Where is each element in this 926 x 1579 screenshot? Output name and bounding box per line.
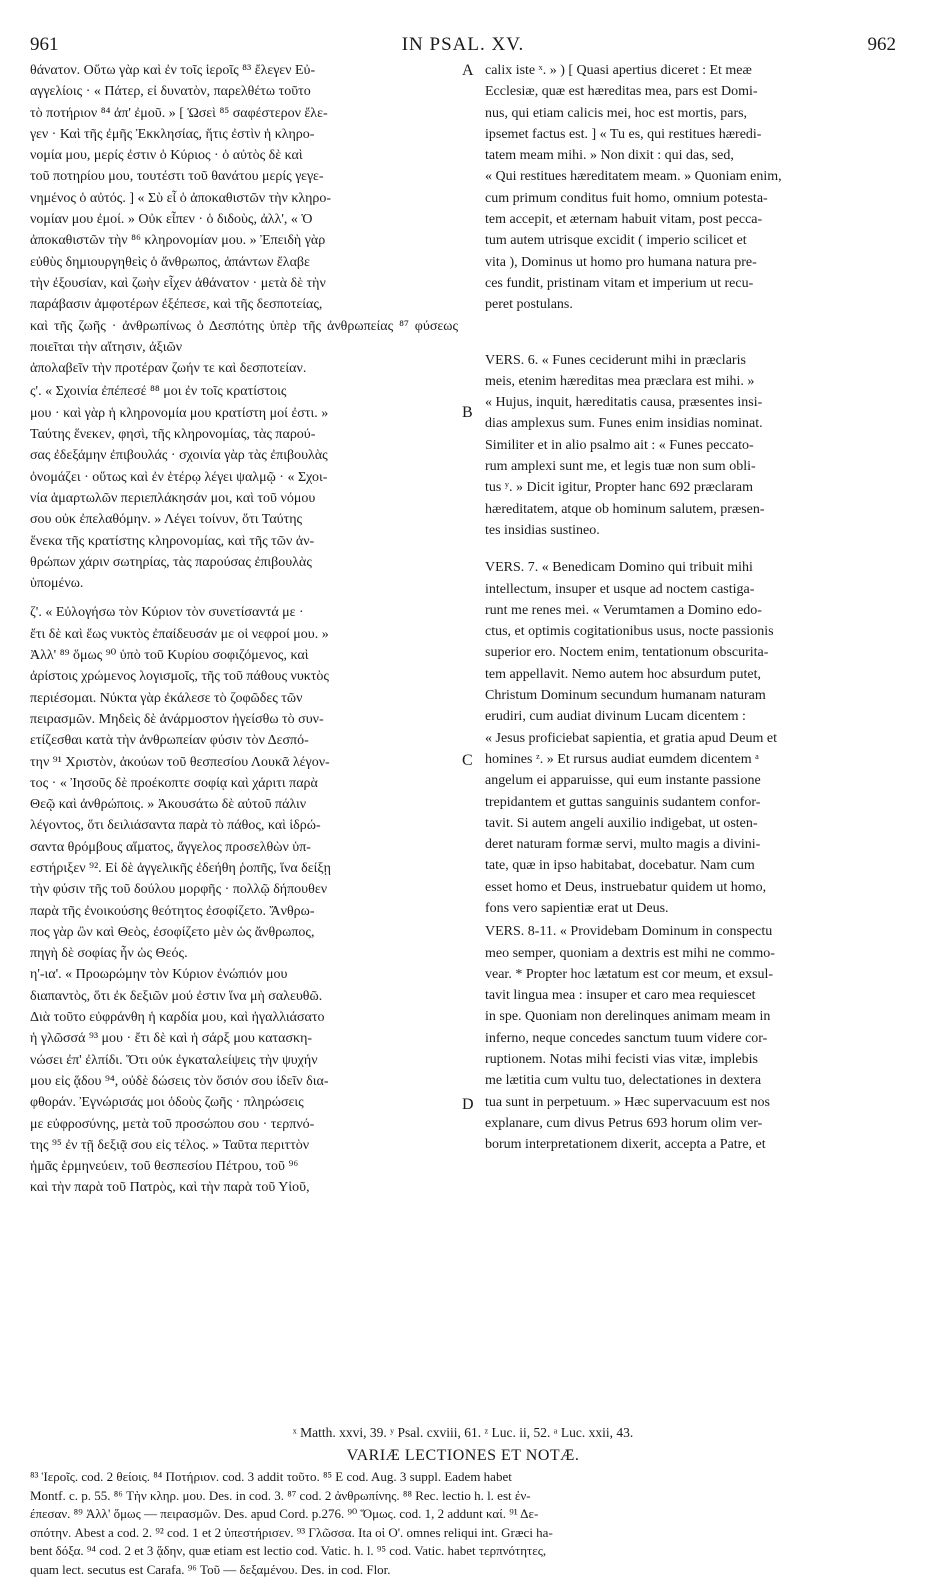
greek-paragraph-1: θάνατον. Οὕτω γὰρ καὶ ἐν τοῖς ἱεροῖς ⁸³ ἔλεγεν Εὐ- αγγελίοις · « Πάτερ, εἰ δυνατὸν, παρελθέτω τοῦτο τὸ ποτήριον ⁸⁴ ἀπ' ἐμοῦ. » [ Ὡσεὶ ⁸⁵ σαφέστερον ἔλε- γεν · Καὶ τῆς ἐμῆς Ἐκκλησίας, ἥτις ἐστὶν ἡ κληρο- νομία μου, μερίς ἐστιν ὁ Κύριος · ὁ αὐτὸς δὲ καὶ τοῦ ποτηρίου μου, τουτέστι τοῦ θανάτου μερίς γεγε- νημένος ὁ αὐτός. ] « Σὺ εἶ ὁ ἀποκαθιστῶν τὴν κληρο- νομίαν μου ἐμοί. » Οὐκ εἶπεν · ὁ διδοὺς, ἀλλ', « Ὁ ἀποκαθιστῶν τὴν ⁸⁶ κληρονομίαν μου. » Ἐπειδὴ γὰρ εὐθὺς δημιουργηθεὶς ὁ ἄνθρωπος, ἁπάντων ἔλαβε τὴν ἐξουσίαν, καὶ ζωὴν εἶχεν ἀθάνατον · μετὰ δὲ τὴν παράβασιν ἀμφοτέρων ἐξέπεσε, καὶ τῆς δεσποτείας, καὶ τῆς ζωῆς · ἀνθρωπίνως ὁ Δεσπότης ὑπὲρ τῆς ἀνθρωπείας ⁸⁷ φύσεως ποιεῖται τὴν αἴτησιν, ἀξιῶν ἀπολαβεῖν τὴν προτέραν ζωήν τε καὶ δεσποτείαν. <box>30 63 458 377</box>
margin-letter-a: A <box>462 62 474 79</box>
margin-letter-c: C <box>462 752 473 769</box>
scripture-references: ˣ Matth. xxvi, 39. ʸ Psal. cxviii, 61. ᶻ Luc. ii, 52. ᵃ Luc. xxii, 43. <box>292 1425 634 1440</box>
page-number-left: 961 <box>30 34 59 55</box>
variae-lectiones-title: VARIÆ LECTIONES ET NOTÆ. <box>346 1447 580 1464</box>
latin-paragraph-4: VERS. 8-11. « Providebam Dominum in conspectu meo semper, quoniam a dextris est mihi ne commo- vear. * Propter hoc lætatum est cor meum, et exsul- tavit lingua mea : insuper et caro mea requiescet in spe. Quoniam non derelinques animam meam in inferno, neque concedes sanctum tuum videre cor- ruptionem. Notas mihi fecisti vias vitæ, implebis me lætitia cum vultu tuo, delectationes in dextera tua sunt in perpetuum. » Hæc supervacuum est nos explanare, cum divus Petrus 693 horum olim ver- borum interpretationem dixerit, accepta a Patre, et <box>485 924 775 1153</box>
greek-paragraph-3: ζ'. « Εὐλογήσω τὸν Κύριον τὸν συνετίσαντά με · ἔτι δὲ καὶ ἕως νυκτὸς ἐπαίδευσάν με οἱ νεφροί μου. » Ἀλλ' ⁸⁹ ὅμως ⁹⁰ ὑπὸ τοῦ Κυρίου σοφιζόμενος, καὶ ἀρίστοις χρώμενος λογισμοῖς, τῆς τοῦ πάθους νυκτὸς περιέσομαι. Νύκτα γὰρ ἐκάλεσε τὸ ζοφῶδες τῶν πειρασμῶν. Μηδεὶς δὲ ἀνάρμοστον ἡγείσθω τὸ συν- ετίζεσθαι κατὰ τὴν ἀνθρωπείαν φύσιν τὸν Δεσπό- την ⁹¹ Χριστὸν, ἀκούων τοῦ θεσπεσίου Λουκᾶ λέγον- τος · « Ἰησοῦς δὲ προέκοπτε σοφίᾳ καὶ χάριτι παρὰ Θεῷ καὶ ἀνθρώποις. » Ἀκουσάτω δὲ αὐτοῦ πάλιν λέγοντος, ὅτι δειλιάσαντα παρὰ τὸ πάθος, καὶ ἱδρώ- σαντα θρόμβους αἵματος, ἄγγελος προσελθὼν ὑπ- εστήριξεν ⁹². Εἰ δὲ ἀγγελικῆς ἐδεήθη ῥοπῆς, ἵνα δείξῃ τὴν φύσιν τῆς τοῦ δούλου μορφῆς · πολλῷ δήπουθεν παρὰ τῆς ἐνοικούσης θεότητος ἐσοφίζετο. Ἄνθρω- πος γὰρ ὢν καὶ Θεὸς, ἐσοφίζετο μὲν ὡς ἄνθρωπος, πηγὴ δὲ σοφίας ἦν ὡς Θεός. <box>30 605 331 962</box>
latin-paragraph-2: VERS. 6. « Funes ceciderunt mihi in præclaris meis, etenim hæreditas mea præclara est mihi. » « Hujus, inquit, hæreditatis causa, præsentes insi- dias amplexus sum. Funes enim insidias nominat. Similiter et in alio psalmo ait : « Funes peccato- rum amplexi sunt me, et legis tuæ non sum obli- tus ʸ. » Dicit igitur, Propter hanc 692 præclaram hæreditatem, atque ob hominum salutem, præsen- tes insidias sustineo. <box>485 352 765 538</box>
latin-paragraph-1: calix iste ˣ. » ) [ Quasi apertius diceret : Et meæ Ecclesiæ, quæ est hæreditas mea, pars est Domi- nus, qui etiam calicis mei, hoc est mortis, pars, ipsemet factus est. ] « Tu es, qui restitues hæredi- tatem meam mihi. » Non dixit : qui das, sed, « Qui restitues hæreditatem meam. » Quoniam enim, cum primum conditus fuit homo, omnium potesta- tem accepit, et æternam habuit vitam, post pecca- tum autem utrisque excidit ( imperio scilicet et vita ), Dominus ut homo pro humana natura pre- ces fundit, pristinam vitam et imperium ut recu- peret postulans. <box>485 63 782 313</box>
page-header <box>30 34 896 56</box>
greek-column <box>30 60 458 1199</box>
latin-column <box>485 60 893 1156</box>
greek-paragraph-4: η'-ια'. « Προωρώμην τὸν Κύριον ἐνώπιόν μου διαπαντὸς, ὅτι ἐκ δεξιῶν μού ἐστιν ἵνα μὴ σαλευθῶ. Διὰ τοῦτο εὐφράνθη ἡ καρδία μου, καὶ ἠγαλλιάσατο ἡ γλῶσσά ⁹³ μου · ἔτι δὲ καὶ ἡ σάρξ μου κατασκη- νώσει ἐπ' ἐλπίδι. Ὅτι οὐκ ἐγκαταλείψεις τὴν ψυχήν μου εἰς ᾅδου ⁹⁴, οὐδὲ δώσεις τὸν ὅσιόν σου ἰδεῖν δια- φθοράν. Ἐγνώρισάς μοι ὁδοὺς ζωῆς · πληρώσεις με εὐφροσύνης, μετὰ τοῦ προσώπου σου · τερπνό- της ⁹⁵ ἐν τῇ δεξιᾷ σου εἰς τέλος. » Ταῦτα περιττὸν ἡμᾶς ἑρμηνεύειν, τοῦ θεσπεσίου Πέτρου, τοῦ ⁹⁶ καὶ τὴν παρὰ τοῦ Πατρὸς, καὶ τὴν παρὰ τοῦ Υἱοῦ, <box>30 967 329 1196</box>
margin-letter-b: B <box>462 404 473 421</box>
greek-paragraph-2: ς'. « Σχοινία ἐπέπεσέ ⁸⁸ μοι ἐν τοῖς κρατίστοις μου · καὶ γὰρ ἡ κληρονομία μου κρατίστη μοί ἐστι. » Ταύτης ἕνεκεν, φησὶ, τῆς κληρονομίας, τὰς παρού- σας ἐδεξάμην ἐπιβουλάς · σχοινία γὰρ τὰς ἐπιβουλὰς ὀνομάζει · οὕτως καὶ ἐν ἑτέρῳ λέγει ψαλμῷ · « Σχοι- νία ἁμαρτωλῶν περιεπλάκησάν μοι, καὶ τοῦ νόμου σου οὐκ ἐπελαθόμην. » Λέγει τοίνυν, ὅτι Ταύτης ἕνεκα τῆς κρατίστης κληρονομίας, καὶ τῆς τῶν ἀν- θρώπων χάριν σωτηρίας, τὰς παρούσας ἐπιβουλὰς ὑπομένω. <box>30 384 329 592</box>
variae-lectiones-notes: ⁸³ Ἱεροῖς. cod. 2 θείοις. ⁸⁴ Ποτήριον. cod. 3 addit τοῦτο. ⁸⁵ E cod. Aug. 3 suppl. Eadem habet Montf. c. p. 55. ⁸⁶ Τὴν κληρ. μου. Des. in cod. 3. ⁸⁷ cod. 2 ἀνθρωπίνης. ⁸⁸ Rec. lectio h. l. est ἐν- έπεσαν. ⁸⁹ Ἀλλ' ὅμως — πειρασμῶν. Des. apud Cord. p.276. ⁹⁰ Ὅμως. cod. 1, 2 addunt καί. ⁹¹ Δε- σπότην. Abest a cod. 2. ⁹² cod. 1 et 2 ὑπεστήρισεν. ⁹³ Γλῶσσα. Ita οἱ Ο'. omnes reliqui int. Græci ha- bent δόξα. ⁹⁴ cod. 2 et 3 ᾅδην, quæ etiam est lectio cod. Vatic. h. l. ⁹⁵ cod. Vatic. habet τερπνότητες, quam lect. secutus est Carafa. ⁹⁶ Τοῦ — δεξαμένου. Des. in cod. Flor. <box>30 1469 553 1577</box>
page-number-right: 962 <box>867 34 896 55</box>
latin-paragraph-3: VERS. 7. « Benedicam Domino qui tribuit mihi intellectum, insuper et usque ad noctem castiga- runt me renes mei. « Verumtamen a Domino edo- ctus, et optimis cogitationibus usus, nocte passionis superior ero. Noctem enim, tentationum obscurita- tem appellavit. Nemo autem hoc absurdum putet, Christum Dominum secundum humanam naturam erudiri, cum audiat divinum Lucam dicentem : « Jesus proficiebat sapientia, et gratia apud Deum et homines ᶻ. » Et rursus audiat eumdem dicentem ᵃ angelum ei apparuisse, qui eum instante passione trepidantem et guttas sanguinis sudantem confor- tavit. Si autem angeli auxilio indigebat, ut osten- deret naturam formæ servi, multo magis a divini- tate, quæ in ipso habitabat, docebatur. Nam cum esset homo et Deus, instruebatur quidem ut homo, fons vero sapientiæ erat ut Deus. <box>485 560 777 916</box>
running-title: IN PSAL. XV. <box>401 34 525 55</box>
margin-letter-d: D <box>462 1096 474 1113</box>
